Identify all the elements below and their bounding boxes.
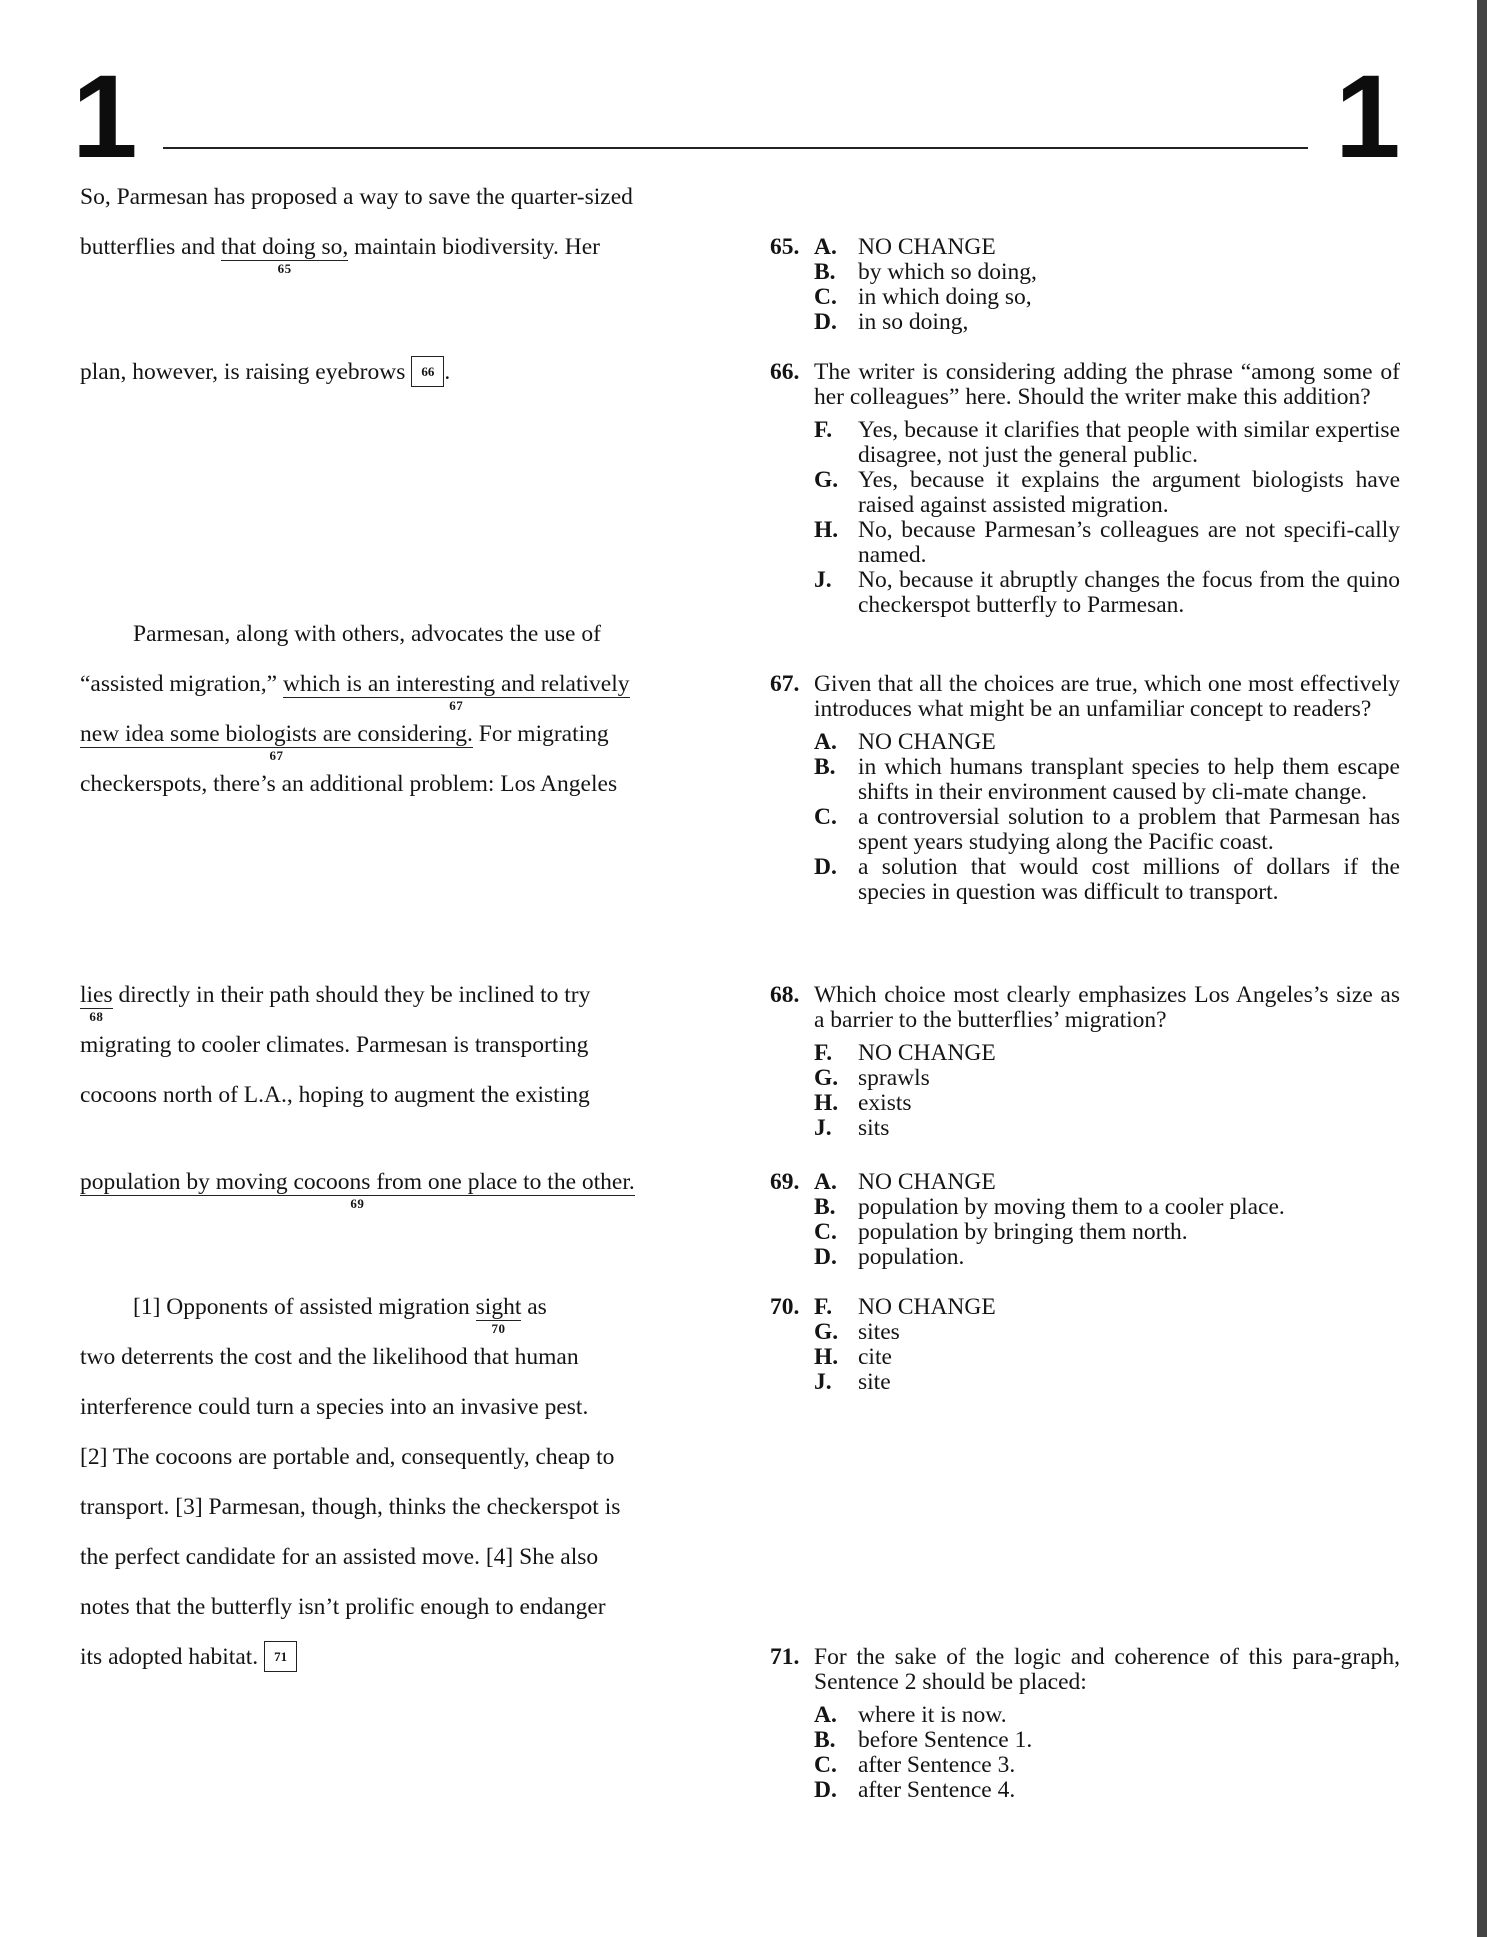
option-text: sits <box>858 1115 890 1141</box>
question-box-71[interactable]: 71 <box>264 1641 297 1672</box>
question-number: 65. <box>770 234 800 260</box>
answer-option[interactable] <box>760 1195 1400 1220</box>
passage-line: checkerspots, there’s an additional problem: Los Angeles <box>80 771 618 797</box>
option-letter: D. <box>814 1244 837 1270</box>
passage-text: maintain biodiversity. Her <box>348 234 600 260</box>
question-marker-65: 65 <box>277 261 292 276</box>
passage-line <box>80 670 630 713</box>
question-box-66[interactable]: 66 <box>411 356 444 387</box>
option-text: in which humans transplant species to help them escape shifts in their environment caused by cli-mate change. <box>858 754 1400 805</box>
option-text: NO CHANGE <box>858 234 996 260</box>
option-letter: J. <box>814 1115 832 1141</box>
answer-options <box>760 1041 1400 1141</box>
option-text: sprawls <box>858 1065 930 1091</box>
question-header <box>760 672 1400 722</box>
option-text: population by moving them to a cooler place. <box>858 1194 1285 1220</box>
page-section-number-right: 1 <box>1335 51 1401 183</box>
question-stem: For the sake of the logic and coherence of this para-graph, Sentence 2 should be placed: <box>814 1644 1400 1695</box>
passage-line: transport. [3] Parmesan, though, thinks the checkerspot is <box>80 1494 621 1520</box>
option-letter: F. <box>814 1040 833 1066</box>
option-text: Yes, because it clarifies that people with similar expertise disagree, not just the general public. <box>858 417 1400 468</box>
question-number: 71. <box>770 1644 800 1670</box>
option-letter: D. <box>814 854 837 880</box>
answer-options <box>760 1170 1400 1270</box>
question-number: 68. <box>770 982 800 1008</box>
option-text: No, because it abruptly changes the focus from the quino checkerspot butterfly to Parmesan. <box>858 567 1400 618</box>
question-65 <box>760 235 1400 335</box>
passage-text: as <box>521 1294 547 1320</box>
option-text: site <box>858 1369 891 1395</box>
question-number: 67. <box>770 671 800 697</box>
scan-edge <box>1477 0 1487 1937</box>
page-section-number-left: 1 <box>72 51 138 183</box>
question-67 <box>760 672 1400 905</box>
option-letter: H. <box>814 517 839 543</box>
answer-options <box>760 235 1400 335</box>
passage-line: [2] The cocoons are portable and, consequently, cheap to <box>80 1444 615 1470</box>
answer-option[interactable] <box>760 1778 1400 1803</box>
answer-option[interactable] <box>760 468 1400 518</box>
answer-option[interactable] <box>760 1370 1400 1395</box>
question-66 <box>760 360 1400 618</box>
option-text: exists <box>858 1090 912 1116</box>
answer-options <box>760 730 1400 905</box>
passage-line: two deterrents the cost and the likelihood that human <box>80 1344 579 1370</box>
answer-option[interactable] <box>760 855 1400 905</box>
answer-option[interactable] <box>760 1170 1400 1195</box>
answer-option[interactable] <box>760 1703 1400 1728</box>
answer-options <box>760 1295 1400 1395</box>
option-text: a controversial solution to a problem that Parmesan has spent years studying along the Pacific coast. <box>858 804 1400 855</box>
option-letter: C. <box>814 1219 837 1245</box>
answer-option[interactable] <box>760 730 1400 755</box>
passage-line: cocoons north of L.A., hoping to augment the existing <box>80 1082 590 1108</box>
option-letter: F. <box>814 1294 833 1320</box>
answer-option[interactable] <box>760 1116 1400 1141</box>
passage-line: interference could turn a species into an invasive pest. <box>80 1394 589 1420</box>
passage-line: Parmesan, along with others, advocates the use of <box>133 621 601 647</box>
option-letter: C. <box>814 804 837 830</box>
underlined-text: lies <box>80 982 113 1008</box>
passage-text: its adopted habitat. <box>80 1644 259 1670</box>
passage-text: plan, however, is raising eyebrows <box>80 359 406 385</box>
option-letter: H. <box>814 1344 839 1370</box>
underlined-text: which is an interesting and relatively <box>282 671 630 697</box>
option-text: sites <box>858 1319 900 1345</box>
option-letter: A. <box>814 234 837 260</box>
option-text: cite <box>858 1344 892 1370</box>
option-text: where it is now. <box>858 1702 1007 1728</box>
answer-option[interactable] <box>760 260 1400 285</box>
underlined-text: sight <box>475 1294 522 1320</box>
passage-text: butterflies and <box>80 234 221 260</box>
question-header <box>760 1295 1400 1395</box>
answer-option[interactable] <box>760 418 1400 468</box>
underlined-text: population by moving cocoons from one place to the other. <box>80 1169 635 1195</box>
question-number: 66. <box>770 359 800 385</box>
answer-option[interactable] <box>760 1066 1400 1091</box>
header-rule <box>163 147 1308 149</box>
underlined-text: new idea some biologists are considering. <box>80 721 473 747</box>
answer-option[interactable] <box>760 1220 1400 1245</box>
option-letter: B. <box>814 259 836 285</box>
option-letter: C. <box>814 284 837 310</box>
answer-option[interactable] <box>760 1345 1400 1370</box>
option-text: a solution that would cost millions of dollars if the species in question was difficult to transport. <box>858 854 1400 905</box>
option-letter: B. <box>814 1194 836 1220</box>
question-header <box>760 1170 1400 1270</box>
question-71 <box>760 1645 1400 1803</box>
answer-option[interactable] <box>760 1320 1400 1345</box>
question-stem: Given that all the choices are true, which one most effectively introduces what might be an unfamiliar concept to readers? <box>814 671 1400 722</box>
answer-options <box>760 1703 1400 1803</box>
option-letter: B. <box>814 1727 836 1753</box>
question-marker-70: 70 <box>491 1321 506 1336</box>
answer-option[interactable] <box>760 1728 1400 1753</box>
underlined-portion-69[interactable] <box>80 1169 635 1211</box>
passage-text: directly in their path should they be inclined to try <box>112 982 591 1008</box>
option-letter: A. <box>814 729 837 755</box>
option-text: after Sentence 3. <box>858 1752 1016 1778</box>
question-header <box>760 983 1400 1033</box>
passage-line <box>133 1293 547 1336</box>
option-text: NO CHANGE <box>858 1169 996 1195</box>
option-letter: A. <box>814 1169 837 1195</box>
option-text: in which doing so, <box>858 284 1032 310</box>
question-header <box>760 235 1400 335</box>
option-letter: C. <box>814 1752 837 1778</box>
option-text: before Sentence 1. <box>858 1727 1033 1753</box>
answer-option[interactable] <box>760 568 1400 618</box>
underlined-portion-68[interactable] <box>80 982 113 1024</box>
option-letter: J. <box>814 567 832 593</box>
option-letter: G. <box>814 467 839 493</box>
option-letter: F. <box>814 417 833 443</box>
question-stem: The writer is considering adding the phrase “among some of her colleagues” here. Should the writer make this addition? <box>814 359 1400 410</box>
question-marker-67: 67 <box>269 748 284 763</box>
option-text: population by bringing them north. <box>858 1219 1188 1245</box>
question-70 <box>760 1295 1400 1395</box>
passage-line: the perfect candidate for an assisted move. [4] She also <box>80 1544 599 1570</box>
passage-line <box>80 720 609 763</box>
question-69 <box>760 1170 1400 1270</box>
underlined-text: that doing so, <box>220 234 349 260</box>
option-text: by which so doing, <box>858 259 1037 285</box>
option-letter: J. <box>814 1369 832 1395</box>
question-number: 69. <box>770 1169 800 1195</box>
option-text: population. <box>858 1244 965 1270</box>
passage-line <box>80 981 591 1024</box>
underlined-portion-67[interactable] <box>282 671 630 713</box>
option-letter: H. <box>814 1090 839 1116</box>
option-letter: A. <box>814 1702 837 1728</box>
question-header <box>760 1645 1400 1695</box>
option-text: in so doing, <box>858 309 969 335</box>
passage-line: notes that the butterfly isn’t prolific enough to endanger <box>80 1594 606 1620</box>
answer-option[interactable] <box>760 1245 1400 1270</box>
answer-option[interactable] <box>760 1091 1400 1116</box>
answer-option[interactable] <box>760 755 1400 805</box>
passage-text: “assisted migration,” <box>80 671 283 697</box>
option-text: Yes, because it explains the argument biologists have raised against assisted migration. <box>858 467 1400 518</box>
answer-option[interactable] <box>760 1041 1400 1066</box>
question-header <box>760 360 1400 410</box>
option-letter: G. <box>814 1065 839 1091</box>
answer-option[interactable] <box>760 310 1400 335</box>
question-marker-67: 67 <box>449 698 464 713</box>
answer-option[interactable] <box>760 1753 1400 1778</box>
option-letter: G. <box>814 1319 839 1345</box>
passage-line <box>80 233 600 276</box>
passage-text: For migrating <box>472 721 609 747</box>
question-number: 70. <box>770 1294 800 1320</box>
question-68 <box>760 983 1400 1141</box>
option-text: NO CHANGE <box>858 1294 996 1320</box>
answer-option[interactable] <box>760 285 1400 310</box>
question-marker-69: 69 <box>350 1196 365 1211</box>
answer-option[interactable] <box>760 805 1400 855</box>
passage-line: So, Parmesan has proposed a way to save the quarter-sized <box>80 184 633 210</box>
answer-option[interactable] <box>760 1295 1400 1320</box>
passage-line: migrating to cooler climates. Parmesan is transporting <box>80 1032 589 1058</box>
option-text: NO CHANGE <box>858 729 996 755</box>
option-text: No, because Parmesan’s colleagues are not specifi-cally named. <box>858 517 1400 568</box>
option-text: NO CHANGE <box>858 1040 996 1066</box>
answer-option[interactable] <box>760 518 1400 568</box>
answer-options <box>760 418 1400 618</box>
option-text: after Sentence 4. <box>858 1777 1016 1803</box>
passage-line <box>80 1168 635 1211</box>
underlined-portion-67[interactable] <box>80 721 473 763</box>
passage-line <box>80 1643 297 1674</box>
question-marker-68: 68 <box>89 1009 104 1024</box>
question-stem: Which choice most clearly emphasizes Los Angeles’s size as a barrier to the butterflies’ migration? <box>814 982 1400 1033</box>
passage-text: [1] Opponents of assisted migration <box>133 1294 476 1320</box>
underlined-portion-70[interactable] <box>475 1294 522 1336</box>
passage-line <box>80 358 450 389</box>
option-letter: D. <box>814 1777 837 1803</box>
option-letter: D. <box>814 309 837 335</box>
answer-option[interactable] <box>760 235 1400 260</box>
option-letter: B. <box>814 754 836 780</box>
passage-text: . <box>444 359 451 385</box>
underlined-portion-65[interactable] <box>220 234 349 276</box>
